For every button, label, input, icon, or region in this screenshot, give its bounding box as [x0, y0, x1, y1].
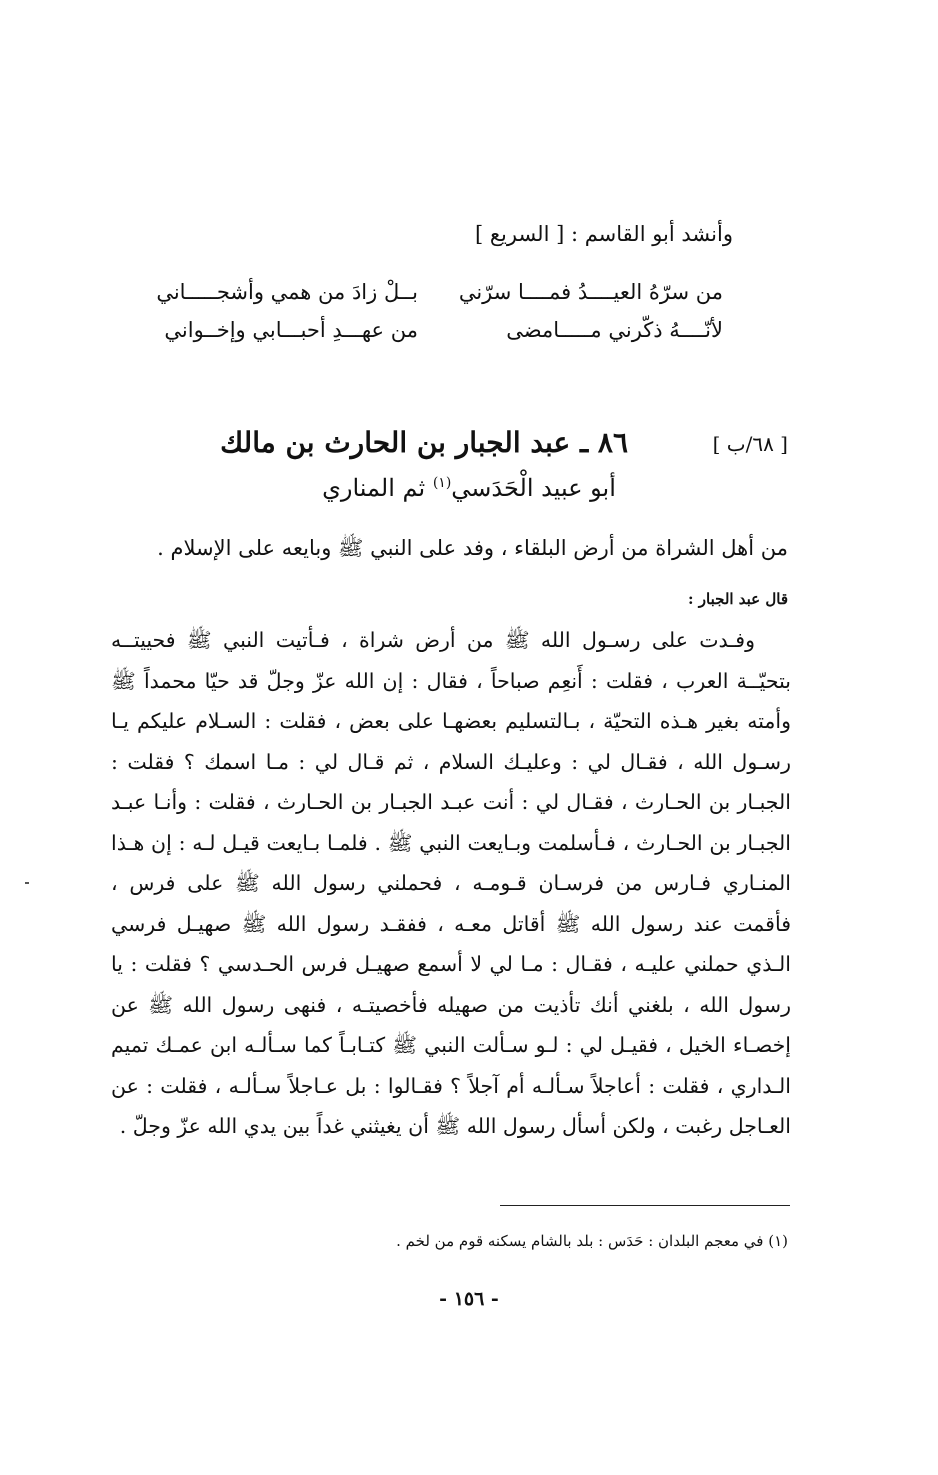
- subtitle-nisba: ثم المناري: [322, 474, 426, 502]
- entry-origin: من أهل الشراة من أرض البلقاء ، وفد على النبي ﷺ وبايعه على الإسلام .: [157, 536, 788, 560]
- narrator-label: قال عبد الجبار :: [688, 590, 788, 608]
- footnote-marker: (١): [432, 475, 452, 491]
- verse-second-hemistich: من عهـــدِ أحبـــابي وإخــواني: [164, 318, 418, 342]
- subtitle-kunya: أبو عبيد الْحَدَسي: [451, 474, 616, 502]
- verse-line: [156, 280, 723, 316]
- poem-intro: وأنشد أبو القاسم : [ السريع ]: [474, 222, 733, 246]
- verse-line: [163, 318, 723, 354]
- verse-first-hemistich: من سرّهُ العيــــدُ فمــــا سرّني: [458, 280, 723, 304]
- folio-reference: [ ٦٨/ب ]: [712, 432, 788, 456]
- entry-subtitle: [0, 474, 938, 502]
- page-number: - ١٥٦ -: [439, 1288, 499, 1310]
- narrative-body: [111, 620, 791, 1147]
- footnote-divider: [500, 1205, 790, 1206]
- entry-title: ٨٦ ـ عبد الجبار بن الحارث بن مالك: [220, 426, 628, 459]
- margin-mark: [25, 882, 29, 884]
- verse-second-hemistich: بــلْ زادَ من همي وأشجـــــاني: [156, 280, 418, 304]
- footnote: (١) في معجم البلدان : حَدَس : بلد بالشام يسكنه قوم من لخم .: [396, 1232, 788, 1250]
- narrative-paragraph: وفـدت على رسـول الله ﷺ من أرض شراة ، فـأتيت النبي ﷺ فحييتــه بتحيّــة العرب ، فقلت : أَنعِم صباحاً ، فقال : إن الله عزّ وجلّ قد حيّا محمداً ﷺ وأمته بغير هـذه التحيّة ، بـالتسليم بعضهـا على بعض ، فقلت : السـلام عليكم يـا رسـول الله ، فقـال لي : وعليـك السلام ، ثم قـال لي : مـا اسمك ؟ فقلت : الجبـار بن الحـارث ، فقـال لي : أنت عبـد الجبـار بن الحـارث ، فقلت : وأنـا عبـد الجبـار بن الحـارث ، فـأسلمت وبـايعت النبي ﷺ . فلمـا بـايعت قيـل لـه : إن هـذا المنـاري فـارس من فرسـان قـومـه ، فحملني رسول الله ﷺ على فرس ، فأقمت عند رسول الله ﷺ أقاتل معـه ، ففقـد رسول الله ﷺ صهيـل فرسي الـذي حملني عليـه ، فقـال : مـا لي لا أسمع صهيـل فرس الحـدسي ؟ فقلت : يا رسول الله ، بلغني أنك تأذيت من صهيله فأخصيتـه ، فنهى رسول الله ﷺ عن إخصـاء الخيل ، فقيـل لي : لـو سـألت النبي ﷺ كتـابـاً كما سـألـه ابن عمـك تميم الـداري ، فقلت : أعاجلاً سـألـه أم آجلاً ؟ فقـالوا : بل عـاجلاً سـألـه ، فقلت : عن العـاجل رغبت ، ولكن أسأل رسول الله ﷺ أن يغيثني غداً بين يدي الله عزّ وجلّ .: [111, 628, 791, 1138]
- verse-first-hemistich: لأنّــــهُ ذكّرني مـــــامضى: [506, 318, 723, 342]
